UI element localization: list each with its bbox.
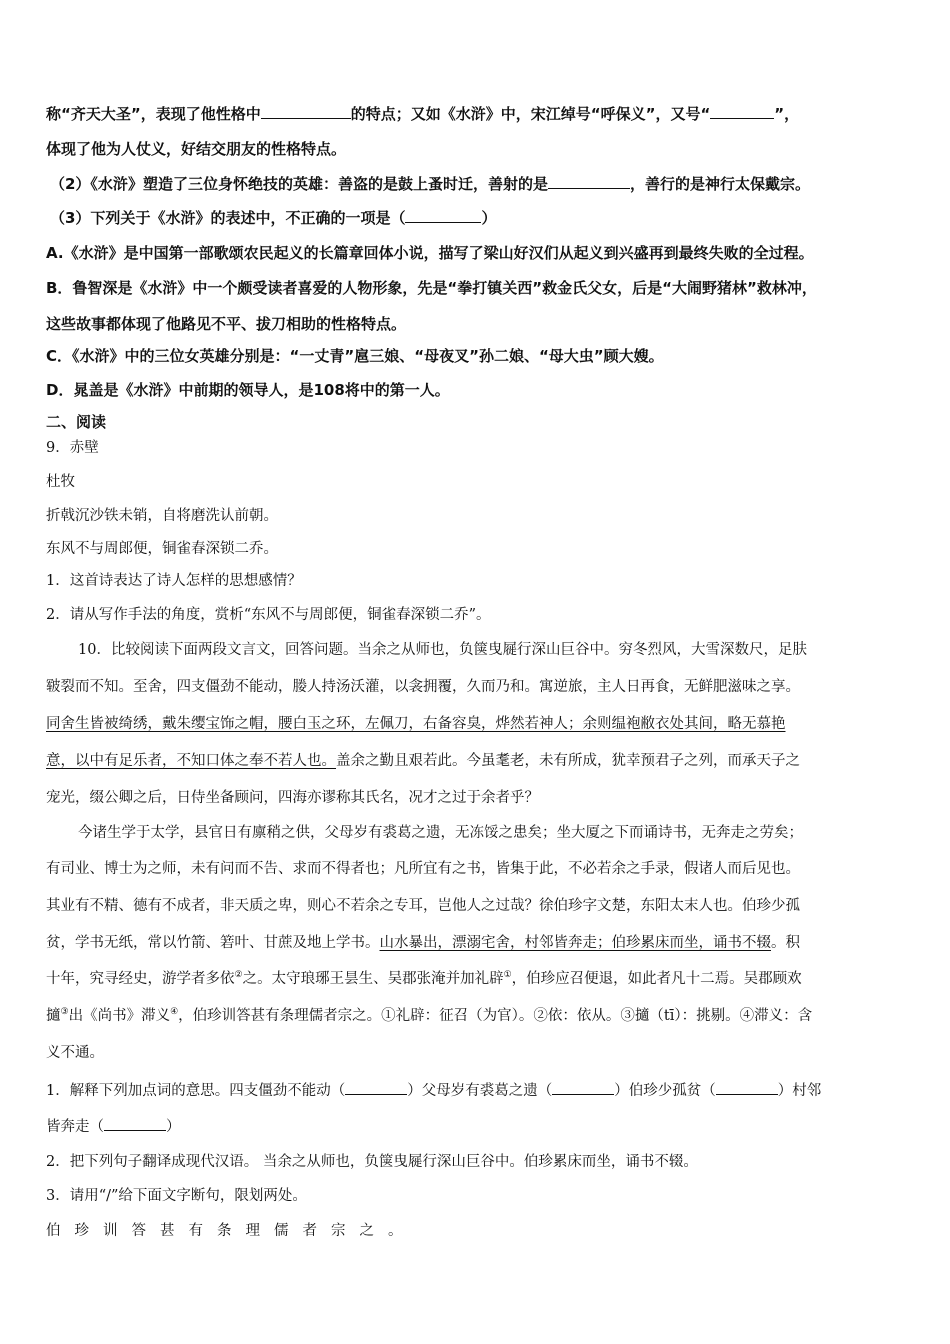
q8-option-d: D．晁盖是《水浒》中前期的领导人，是108将中的第一人。 [46, 381, 450, 399]
passage-10b-line: 今诸生学于太学，县官日有廪稍之供，父母岁有裘葛之遗，无冻馁之患矣；坐大厦之下而诵诗书，无奔走之劳矣； [78, 825, 803, 841]
q8-part1-text-b: 的特点；又如《水浒》中，宋江绰号“呼保义”，又号“ [350, 105, 711, 123]
footnote-marker: ① [503, 970, 512, 981]
passage-10b-line: 有司业、博士为之师，未有问而不告、求而不得者也；凡所宜有之书，皆集于此，不必若余之手录，假诸人而后见也。 [46, 861, 800, 877]
q10-question-1-line1 [46, 1079, 916, 1101]
answer-blank[interactable] [261, 103, 351, 119]
q8-part3 [50, 207, 920, 228]
answer-blank[interactable] [345, 1079, 407, 1095]
q8-part1-text-a: 称“齐天大圣”，表现了他性格中 [46, 105, 261, 123]
passage-text: 出《尚书》滞义 [68, 1008, 171, 1024]
answer-blank[interactable] [710, 103, 774, 119]
q10-question-2: 2．把下列句子翻译成现代汉语。 当余之从师也，负箧曳屣行深山巨谷中。伯珍累床而坐，诵书不辍。 [46, 1154, 698, 1170]
answer-blank[interactable] [405, 207, 481, 223]
q9-poem-line2: 东风不与周郎便，铜雀春深锁二乔。 [46, 541, 278, 557]
footnote-marker: ③ [60, 1007, 69, 1018]
q10-q1-text: 皆奔走（ [46, 1119, 104, 1135]
passage-text: ，伯珍训答甚有条理儒者宗之。①礼辟：征召（为官）。②依：依从。③擿（tī）：挑剔。④滞义：含 [178, 1008, 813, 1024]
answer-blank[interactable] [716, 1079, 778, 1095]
answer-blank[interactable] [104, 1115, 166, 1131]
passage-text: 盖余之勤且艰若此。今虽耄老，未有所成，犹幸预君子之列，而承天子之 [336, 753, 800, 769]
section-title: 二、阅读 [46, 413, 107, 431]
answer-blank[interactable] [552, 1079, 614, 1095]
q10-question-3: 3．请用“/”给下面文字断句，限划两处。 [46, 1188, 307, 1204]
passage-10b-line [46, 969, 916, 989]
footnote-marker: ② [234, 970, 243, 981]
passage-text: 十年，究寻经史，游学者多依 [46, 971, 235, 987]
underlined-sentence: 山水暴出，漂溺宅舍，村邻皆奔走；伯珍累床而坐，诵书不辍 [379, 935, 771, 951]
passage-text: 贫，学书无纸，常以竹箭、箬叶、甘蔗及地上学书。 [46, 935, 380, 951]
q8-part2 [50, 173, 920, 194]
q10-q1-text: ） [166, 1119, 181, 1135]
answer-blank[interactable] [548, 173, 630, 189]
q8-option-a: A.《水浒》是中国第一部歌颂农民起义的长篇章回体小说，描写了梁山好汉们从起义到兴盛再到最终失败的全过程。 [46, 244, 814, 262]
passage-10b-line [46, 1006, 916, 1026]
q8-option-c: C．《水浒》中的三位女英雄分别是：“一丈青”扈三娘、“母夜叉”孙二娘、“母大虫”顾大嫂。 [46, 347, 664, 365]
passage-10-line: 宠光，缀公卿之后，日侍坐备顾问，四海亦谬称其氏名，况才之过于余者乎？ [46, 790, 539, 806]
q10-question-1-line2 [46, 1115, 916, 1137]
q8-option-b-line1: B．鲁智深是《水浒》中一个颇受读者喜爱的人物形象，先是“拳打镇关西”救金氏父女，后是“大闹野猪林”救林冲， [46, 279, 817, 297]
passage-10-line: 10．比较阅读下面两段文言文，回答问题。当余之从师也，负箧曳屣行深山巨谷中。穷冬烈风，大雪深数尺，足肤 [78, 642, 807, 658]
passage-text: ，伯珍应召便退，如此者凡十二焉。吴郡顾欢 [511, 971, 802, 987]
passage-10-line: 皲裂而不知。至舍，四支僵劲不能动，媵人持汤沃灌，以衾拥覆，久而乃和。寓逆旅，主人日再食，无鲜肥滋味之享。 [46, 679, 800, 695]
q10-q1-text: 1．解释下列加点词的意思。四支僵劲不能动（ [46, 1083, 346, 1099]
q10-q1-text: ）伯珍少孤贫（ [614, 1083, 716, 1099]
passage-10b-line: 义不通。 [46, 1045, 104, 1061]
passage-10b-line [46, 933, 916, 953]
q10-q1-text: ）父母岁有裘葛之遗（ [407, 1083, 553, 1099]
underlined-sentence: 意，以中有足乐者，不知口体之奉不若人也。 [46, 753, 336, 769]
passage-10b-line: 其业有不精、德有不成者，非天质之卑，则心不若余之专耳，岂他人之过哉？徐伯珍字文楚，东阳太末人也。伯珍少孤 [46, 898, 800, 914]
q8-part2-text-b: ，善行的是神行太保戴宗。 [629, 175, 810, 193]
passage-text: 擿 [46, 1008, 61, 1024]
q8-part2-text-a: （2）《水浒》塑造了三位身怀绝技的英雄：善盗的是鼓上蚤时迁，善射的是 [50, 175, 548, 193]
passage-10-line-underlined: 同舍生皆被绮绣，戴朱缨宝饰之帽，腰白玉之环，左佩刀，右备容臭，烨然若神人；余则缊袍敝衣处其间，略无慕艳 [46, 716, 786, 732]
q8-option-b-line2: 这些故事都体现了他路见不平、拔刀相助的性格特点。 [46, 315, 407, 333]
passage-text: 之。太守琅琊王昙生、吴郡张淹并加礼辟 [242, 971, 504, 987]
passage-text: 。积 [771, 935, 800, 951]
q8-part1-text-c: ”， [774, 105, 800, 123]
q9-question-2: 2．请从写作手法的角度，赏析“东风不与周郎便，铜雀春深锁二乔”。 [46, 607, 491, 623]
q8-part1-line2: 体现了他为人仗义，好结交朋友的性格特点。 [46, 140, 347, 158]
footnote-marker: ④ [170, 1007, 179, 1018]
q8-part3-text-a: （3）下列关于《水浒》的表述中，不正确的一项是（ [50, 209, 406, 227]
q9-author: 杜牧 [46, 474, 75, 490]
q8-part3-text-b: ） [481, 209, 497, 227]
q8-part1-line1 [46, 103, 916, 124]
q9-question-1: 1．这首诗表达了诗人怎样的思想感情？ [46, 573, 302, 589]
q9-poem-line1: 折戟沉沙铁未销，自将磨洗认前朝。 [46, 508, 278, 524]
q10-question-3-text: 伯珍训答甚有条理儒者宗之。 [46, 1223, 417, 1239]
q9-title: 9．赤壁 [46, 440, 99, 456]
passage-10-line [46, 751, 916, 771]
q10-q1-text: ）村邻 [777, 1083, 822, 1099]
